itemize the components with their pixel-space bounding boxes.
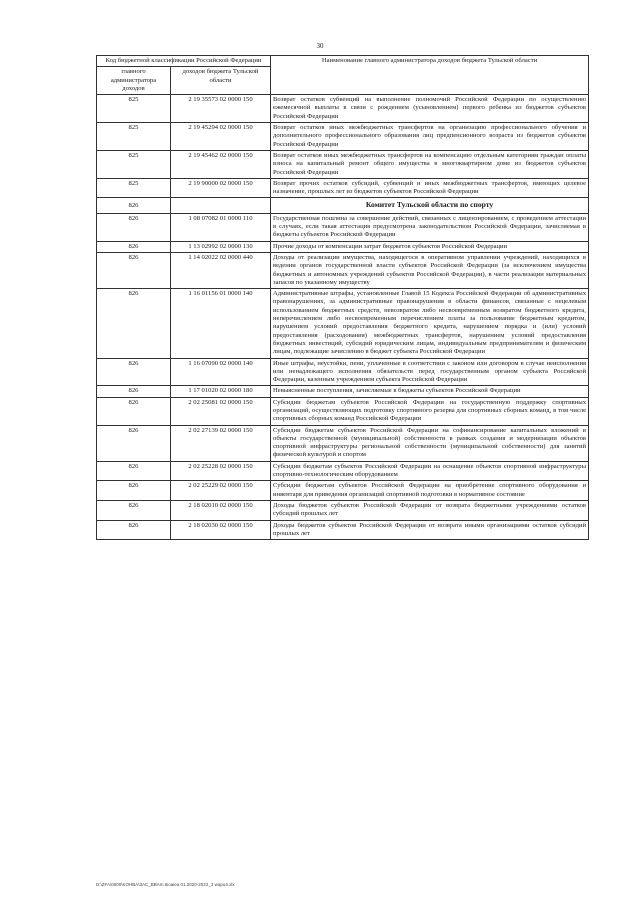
table-row [97,481,589,501]
revenue-code-cell: 2 19 45294 02 0000 150 [171,123,271,151]
table-row [97,425,589,461]
table-row [97,386,589,397]
table-row [97,252,589,288]
revenue-name-cell: Субсидии бюджетам субъектов Российской Федерации на софинансирование капитальных вложений в объекты государственной (муниципальной) собственности в рамках создания и модернизации объектов спортивной инфраструктуры региональной собственности (муниципальной собственности) для занятий физической культурой и спортом [271,425,589,461]
revenue-name-cell: Возврат прочих остатков субсидий, субвенций и иных межбюджетных трансфертов, имеющих целевое назначение, прошлых лет из бюджетов субъектов Российской Федерации [271,178,589,198]
admin-code-cell: 826 [97,252,171,288]
admin-code-cell: 825 [97,95,171,123]
header-budget-classification: Код бюджетной классификации Российской Федерации [97,56,271,67]
revenue-code-cell: 2 02 25081 02 0000 150 [171,397,271,425]
revenue-name-cell: Доходы бюджетов субъектов Российской Федерации от возврата бюджетными учреждениями остатков субсидий прошлых лет [271,500,589,520]
revenue-code-cell: 2 19 90000 02 0000 150 [171,178,271,198]
revenue-name-cell: Возврат остатков субвенций на выполнение полномочий Российской Федерации по осуществлению ежемесячной выплаты в связи с рождением (усыновлением) первого ребенка из бюджетов субъектов Российской Федерации [271,95,589,123]
section-empty-cell [171,198,271,213]
admin-code-cell: 825 [97,178,171,198]
admin-code-cell: 826 [97,500,171,520]
admin-code-cell: 826 [97,241,171,252]
admin-code-cell: 826 [97,358,171,386]
header-administrator-name: Наименование главного администратора доходов бюджета Тульской области [271,56,589,95]
admin-code-cell: 826 [97,386,171,397]
table-row [97,500,589,520]
admin-code-cell: 825 [97,150,171,178]
table-row [97,150,589,178]
table-row [97,213,589,241]
header-main-administrator: главного администратора доходов [97,67,171,95]
table-row [97,241,589,252]
revenue-code-cell: 2 19 35573 02 0000 150 [171,95,271,123]
page-number: 30 [316,42,324,50]
table-row [97,289,589,358]
admin-code-cell: 826 [97,481,171,501]
table-row [97,520,589,540]
revenue-name-cell: Субсидии бюджетам субъектов Российской Федерации на оснащение объектов спортивной инфраструктуры спортивно-технологическим оборудованием [271,461,589,481]
revenue-name-cell: Субсидии бюджетам субъектов Российской Федерации на государственную поддержку спортивных организаций, осуществляющих подготовку спортивного резерва для спортивных сборных команд, в том числе спортивных сборных команд Российской Федерации [271,397,589,425]
revenue-code-cell: 1 08 07082 01 0000 110 [171,213,271,241]
revenue-code-cell: 1 17 01020 02 0000 180 [171,386,271,397]
section-title: Комитет Тульской области по спорту [271,198,589,213]
table-row [97,461,589,481]
revenue-name-cell: Возврат остатков иных межбюджетных трансфертов на компенсацию отдельным категориям граждан оплаты взноса на капитальный ремонт общего имущества в многоквартирном доме из бюджетов субъектов Российской Федерации [271,150,589,178]
revenue-code-cell: 1 13 02992 02 0000 130 [171,241,271,252]
revenue-name-cell: Возврат остатков иных межбюджетных трансфертов на организацию профессионального обучения и дополнительного профессионального образования лиц предпенсионного возраста из бюджетов субъектов Российской Федерации [271,123,589,151]
revenue-name-cell: Невыясненные поступления, зачисляемые в бюджеты субъектов Российской Федерации [271,386,589,397]
revenue-code-cell: 1 14 02022 02 0000 440 [171,252,271,288]
revenue-code-cell: 1 16 07090 02 0000 140 [171,358,271,386]
revenue-code-cell: 1 16 01156 01 0000 140 [171,289,271,358]
admin-code-cell: 825 [97,123,171,151]
admin-code-cell: 826 [97,520,171,540]
revenue-name-cell: Прочие доходы от компенсации затрат бюджетов субъектов Российской Федерации [271,241,589,252]
revenue-code-cell: 2 02 27139 02 0000 150 [171,425,271,461]
revenue-code-cell: 2 19 45462 02 0000 150 [171,150,271,178]
revenue-name-cell: Иные штрафы, неустойки, пени, уплаченные в соответствии с законом или договором в случае неисполнения или ненадлежащего исполнения обязательств перед государственным органом субъекта Российской Федерации, казенным учреждением субъекта Российской Федерации [271,358,589,386]
section-admin-code: 826 [97,198,171,213]
admin-code-cell: 826 [97,397,171,425]
revenue-code-cell: 2 02 25228 02 0000 150 [171,461,271,481]
admin-code-cell: 826 [97,289,171,358]
file-path-footer: D:\ZFA\0000\KOHBA\3AC_BBAm.6ioaiea 01.2020-2022_3 wapo4.xlx [96,882,235,887]
revenue-code-cell: 2 18 02030 02 0000 150 [171,520,271,540]
revenue-name-cell: Доходы от реализации имущества, находящегося в оперативном управлении учреждений, находящихся в ведении органов государственной власти субъектов Российской Федерации (за исключением имущества бюджетных и автономных учреждений субъектов Российской Федерации), в части реализации материальных запасов по указанному имуществу [271,252,589,288]
table-row [97,358,589,386]
revenue-name-cell: Государственная пошлина за совершение действий, связанных с лицензированием, с проведением аттестации в случаях, если такая аттестация предусмотрена законодательством Российской Федерации, зачисляемая в бюджеты субъектов Российской Федерации [271,213,589,241]
admin-code-cell: 826 [97,213,171,241]
revenue-administrators-table [96,55,589,540]
revenue-code-cell: 2 02 25229 02 0000 150 [171,481,271,501]
admin-code-cell: 826 [97,461,171,481]
header-revenue-code: доходов бюджета Тульской области [171,67,271,95]
revenue-name-cell: Доходы бюджетов субъектов Российской Федерации от возврата иными организациями остатков субсидий прошлых лет [271,520,589,540]
table-row [97,178,589,198]
revenue-name-cell: Административные штрафы, установленные Главой 15 Кодекса Российской Федерации об административных правонарушениях, за административные правонарушения в области финансов, связанные с нецелевым использованием бюджетных средств, невозвратом либо несвоевременным возвратом бюджетного кредита, неперечислением либо несвоевременным перечислением платы за пользование бюджетным кредитом, нарушением условий предоставления бюджетного кредита, нарушением порядка и (или) условий предоставления (расходования) межбюджетных трансфертов, нарушением условий предоставления бюджетных инвестиций, субсидий юридическим лицам, индивидуальным предпринимателям и физическим лицам, подлежащие зачислению в бюджет субъекта Российской Федерации [271,289,589,358]
section-row [97,198,589,213]
revenue-code-cell: 2 18 02010 02 0000 150 [171,500,271,520]
table-row [97,123,589,151]
revenue-name-cell: Субсидии бюджетам субъектов Российской Федерации на приобретение спортивного оборудования и инвентаря для приведения организаций спортивной подготовки в нормативное состояние [271,481,589,501]
admin-code-cell: 826 [97,425,171,461]
table-row [97,397,589,425]
table-row [97,95,589,123]
